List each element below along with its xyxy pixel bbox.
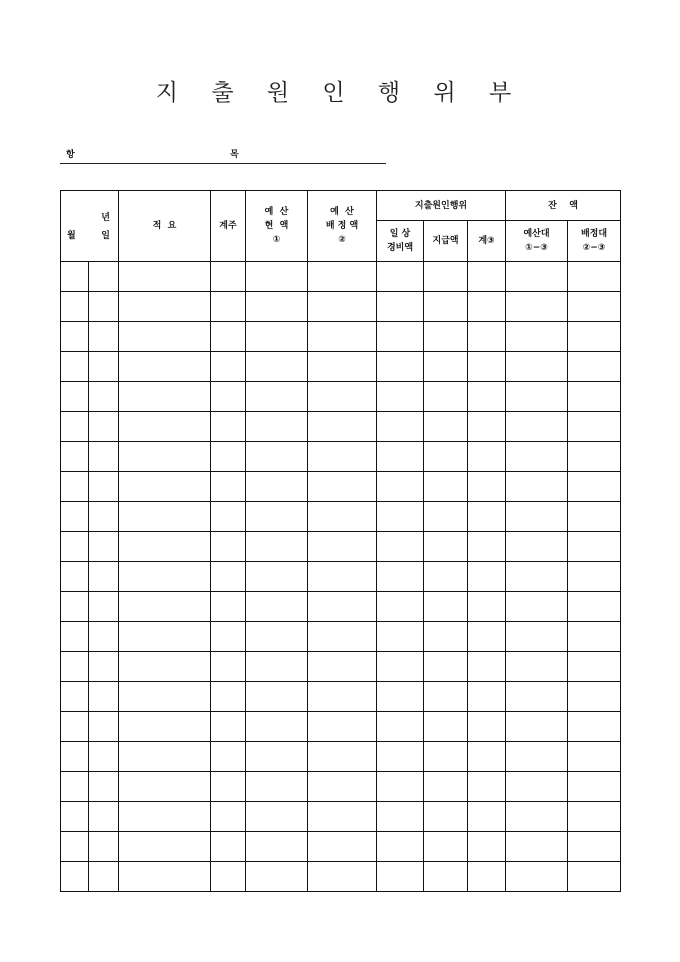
table-cell[interactable] xyxy=(308,772,377,802)
table-cell[interactable] xyxy=(506,862,568,892)
table-cell[interactable] xyxy=(424,412,468,442)
gyeju-header: 계주 xyxy=(211,191,246,262)
table-cell[interactable] xyxy=(568,412,621,442)
table-cell[interactable] xyxy=(468,502,506,532)
table-cell[interactable] xyxy=(211,862,246,892)
table-cell[interactable] xyxy=(61,742,89,772)
table-cell[interactable] xyxy=(308,592,377,622)
table-cell[interactable] xyxy=(119,712,211,742)
table-cell[interactable] xyxy=(119,682,211,712)
table-cell[interactable] xyxy=(246,292,308,322)
table-row xyxy=(61,802,621,832)
table-cell[interactable] xyxy=(119,442,211,472)
table-cell[interactable] xyxy=(468,472,506,502)
table-cell[interactable] xyxy=(61,412,89,442)
table-cell[interactable] xyxy=(119,412,211,442)
table-cell[interactable] xyxy=(308,412,377,442)
table-cell[interactable] xyxy=(568,802,621,832)
table-cell[interactable] xyxy=(89,832,119,862)
table-cell[interactable] xyxy=(246,742,308,772)
day-label: 일 xyxy=(101,231,110,241)
table-cell[interactable] xyxy=(89,772,119,802)
table-cell[interactable] xyxy=(89,352,119,382)
table-cell[interactable] xyxy=(89,592,119,622)
table-cell[interactable] xyxy=(211,292,246,322)
table-cell[interactable] xyxy=(61,322,89,352)
table-cell[interactable] xyxy=(506,352,568,382)
table-cell[interactable] xyxy=(89,382,119,412)
table-cell[interactable] xyxy=(61,592,89,622)
table-cell[interactable] xyxy=(119,592,211,622)
table-cell[interactable] xyxy=(211,502,246,532)
table-cell[interactable] xyxy=(424,262,468,292)
table-cell[interactable] xyxy=(211,832,246,862)
table-cell[interactable] xyxy=(506,412,568,442)
table-cell[interactable] xyxy=(119,802,211,832)
table-cell[interactable] xyxy=(424,682,468,712)
table-cell[interactable] xyxy=(211,562,246,592)
table-cell[interactable] xyxy=(424,802,468,832)
table-cell[interactable] xyxy=(61,502,89,532)
table-cell[interactable] xyxy=(506,682,568,712)
yesan-hyeonaek-header: 예 산 현 액 ① xyxy=(246,191,308,262)
table-cell[interactable] xyxy=(377,442,424,472)
jeokyo-header: 적 요 xyxy=(119,191,211,262)
table-cell[interactable] xyxy=(468,322,506,352)
date-header xyxy=(61,191,119,262)
table-cell[interactable] xyxy=(468,862,506,892)
table-cell[interactable] xyxy=(377,262,424,292)
table-cell[interactable] xyxy=(506,832,568,862)
table-cell[interactable] xyxy=(308,712,377,742)
table-cell[interactable] xyxy=(506,622,568,652)
table-cell[interactable] xyxy=(568,442,621,472)
yesan-baejeongaek-header: 예 산 배 정 액 ② xyxy=(308,191,377,262)
table-cell[interactable] xyxy=(468,352,506,382)
table-cell[interactable] xyxy=(468,292,506,322)
table-cell[interactable] xyxy=(568,352,621,382)
table-cell[interactable] xyxy=(61,472,89,502)
table-cell[interactable] xyxy=(424,562,468,592)
yesan-dae-header: 예산대 ①−③ xyxy=(506,221,568,262)
table-cell[interactable] xyxy=(468,532,506,562)
table-row xyxy=(61,652,621,682)
table-row xyxy=(61,472,621,502)
table-cell[interactable] xyxy=(119,502,211,532)
table-cell[interactable] xyxy=(119,472,211,502)
table-cell[interactable] xyxy=(468,382,506,412)
table-cell[interactable] xyxy=(246,442,308,472)
table-row xyxy=(61,772,621,802)
table-cell[interactable] xyxy=(89,292,119,322)
table-cell[interactable] xyxy=(506,712,568,742)
table-cell[interactable] xyxy=(89,742,119,772)
table-cell[interactable] xyxy=(468,832,506,862)
table-row xyxy=(61,622,621,652)
table-cell[interactable] xyxy=(246,862,308,892)
table-cell[interactable] xyxy=(119,742,211,772)
table-row xyxy=(61,832,621,862)
table-cell[interactable] xyxy=(211,532,246,562)
table-cell[interactable] xyxy=(377,862,424,892)
table-cell[interactable] xyxy=(506,742,568,772)
table-cell[interactable] xyxy=(61,832,89,862)
table-cell[interactable] xyxy=(211,322,246,352)
table-cell[interactable] xyxy=(246,502,308,532)
table-cell[interactable] xyxy=(468,652,506,682)
table-cell[interactable] xyxy=(246,532,308,562)
table-cell[interactable] xyxy=(119,652,211,682)
table-cell[interactable] xyxy=(377,682,424,712)
table-cell[interactable] xyxy=(568,592,621,622)
table-cell[interactable] xyxy=(308,292,377,322)
table-row xyxy=(61,352,621,382)
table-cell[interactable] xyxy=(506,322,568,352)
table-cell[interactable] xyxy=(119,832,211,862)
table-cell[interactable] xyxy=(424,862,468,892)
ledger-table xyxy=(60,190,621,892)
table-cell[interactable] xyxy=(119,352,211,382)
table-row xyxy=(61,862,621,892)
table-cell[interactable] xyxy=(568,832,621,862)
jigeupaek-header: 지급액 xyxy=(424,221,468,262)
table-cell[interactable] xyxy=(468,442,506,472)
table-cell[interactable] xyxy=(211,442,246,472)
table-cell[interactable] xyxy=(424,532,468,562)
table-cell[interactable] xyxy=(424,832,468,862)
table-cell[interactable] xyxy=(89,652,119,682)
table-cell[interactable] xyxy=(568,382,621,412)
table-cell[interactable] xyxy=(468,772,506,802)
table-cell[interactable] xyxy=(308,622,377,652)
table-cell[interactable] xyxy=(377,562,424,592)
table-cell[interactable] xyxy=(246,352,308,382)
table-cell[interactable] xyxy=(308,832,377,862)
table-cell[interactable] xyxy=(468,682,506,712)
table-cell[interactable] xyxy=(61,802,89,832)
month-label: 월 xyxy=(67,231,76,241)
gye3-header: 계③ xyxy=(468,221,506,262)
table-cell[interactable] xyxy=(424,652,468,682)
table-cell[interactable] xyxy=(61,862,89,892)
table-cell[interactable] xyxy=(89,412,119,442)
table-cell[interactable] xyxy=(424,472,468,502)
table-cell[interactable] xyxy=(308,802,377,832)
table-cell[interactable] xyxy=(89,322,119,352)
table-cell[interactable] xyxy=(119,772,211,802)
table-cell[interactable] xyxy=(246,562,308,592)
table-cell[interactable] xyxy=(119,532,211,562)
table-row xyxy=(61,532,621,562)
table-cell[interactable] xyxy=(308,382,377,412)
table-cell[interactable] xyxy=(89,802,119,832)
table-cell[interactable] xyxy=(211,652,246,682)
table-cell[interactable] xyxy=(568,772,621,802)
table-cell[interactable] xyxy=(377,772,424,802)
table-cell[interactable] xyxy=(211,772,246,802)
table-cell[interactable] xyxy=(424,442,468,472)
table-cell[interactable] xyxy=(211,262,246,292)
table-cell[interactable] xyxy=(506,532,568,562)
table-cell[interactable] xyxy=(89,712,119,742)
table-cell[interactable] xyxy=(568,682,621,712)
table-cell[interactable] xyxy=(119,562,211,592)
table-cell[interactable] xyxy=(246,382,308,412)
table-cell[interactable] xyxy=(89,562,119,592)
table-row xyxy=(61,262,621,292)
table-cell[interactable] xyxy=(568,322,621,352)
table-cell[interactable] xyxy=(468,262,506,292)
table-cell[interactable] xyxy=(61,682,89,712)
table-row xyxy=(61,442,621,472)
table-cell[interactable] xyxy=(377,502,424,532)
table-cell[interactable] xyxy=(211,382,246,412)
table-cell[interactable] xyxy=(424,772,468,802)
table-cell[interactable] xyxy=(308,262,377,292)
table-cell[interactable] xyxy=(308,352,377,382)
table-cell[interactable] xyxy=(468,622,506,652)
table-cell[interactable] xyxy=(211,592,246,622)
table-cell[interactable] xyxy=(308,562,377,592)
table-cell[interactable] xyxy=(506,592,568,622)
table-cell[interactable] xyxy=(246,472,308,502)
table-cell[interactable] xyxy=(308,742,377,772)
table-cell[interactable] xyxy=(506,502,568,532)
table-row xyxy=(61,412,621,442)
table-cell[interactable] xyxy=(89,502,119,532)
table-cell[interactable] xyxy=(568,292,621,322)
table-cell[interactable] xyxy=(377,742,424,772)
table-cell[interactable] xyxy=(506,562,568,592)
table-cell[interactable] xyxy=(89,472,119,502)
table-cell[interactable] xyxy=(308,652,377,682)
table-cell[interactable] xyxy=(61,442,89,472)
table-cell[interactable] xyxy=(211,712,246,742)
table-cell[interactable] xyxy=(377,652,424,682)
ledger-body xyxy=(61,262,621,892)
table-cell[interactable] xyxy=(468,802,506,832)
table-cell[interactable] xyxy=(568,622,621,652)
table-cell[interactable] xyxy=(61,562,89,592)
table-row xyxy=(61,712,621,742)
table-cell[interactable] xyxy=(246,802,308,832)
jichul-group-header: 지출원인행위 xyxy=(377,191,506,221)
table-cell[interactable] xyxy=(377,292,424,322)
table-cell[interactable] xyxy=(308,682,377,712)
table-cell[interactable] xyxy=(308,502,377,532)
table-cell[interactable] xyxy=(424,352,468,382)
table-cell[interactable] xyxy=(424,712,468,742)
table-row xyxy=(61,682,621,712)
table-cell[interactable] xyxy=(89,862,119,892)
table-cell[interactable] xyxy=(246,712,308,742)
table-cell[interactable] xyxy=(468,712,506,742)
table-cell[interactable] xyxy=(568,742,621,772)
table-cell[interactable] xyxy=(424,292,468,322)
table-cell[interactable] xyxy=(61,292,89,322)
table-cell[interactable] xyxy=(468,562,506,592)
table-row xyxy=(61,592,621,622)
table-cell[interactable] xyxy=(61,352,89,382)
table-cell[interactable] xyxy=(468,592,506,622)
table-cell[interactable] xyxy=(89,262,119,292)
table-cell[interactable] xyxy=(568,652,621,682)
table-cell[interactable] xyxy=(246,772,308,802)
table-cell[interactable] xyxy=(377,352,424,382)
table-cell[interactable] xyxy=(119,382,211,412)
table-cell[interactable] xyxy=(61,622,89,652)
ilsang-gyeongbiaek-header: 일 상 경비액 xyxy=(377,221,424,262)
table-cell[interactable] xyxy=(89,532,119,562)
year-label: 년 xyxy=(101,213,110,223)
table-cell[interactable] xyxy=(246,322,308,352)
table-cell[interactable] xyxy=(211,352,246,382)
table-cell[interactable] xyxy=(246,682,308,712)
table-cell[interactable] xyxy=(424,742,468,772)
table-cell[interactable] xyxy=(61,262,89,292)
table-cell[interactable] xyxy=(308,532,377,562)
table-cell[interactable] xyxy=(424,502,468,532)
table-cell[interactable] xyxy=(568,472,621,502)
table-cell[interactable] xyxy=(119,292,211,322)
table-row xyxy=(61,292,621,322)
table-cell[interactable] xyxy=(89,622,119,652)
table-cell[interactable] xyxy=(424,592,468,622)
table-cell[interactable] xyxy=(506,262,568,292)
table-cell[interactable] xyxy=(468,742,506,772)
table-cell[interactable] xyxy=(377,532,424,562)
table-cell[interactable] xyxy=(377,382,424,412)
hang-mok-line xyxy=(60,145,386,164)
table-cell[interactable] xyxy=(246,592,308,622)
table-cell[interactable] xyxy=(246,652,308,682)
table-cell[interactable] xyxy=(506,802,568,832)
table-cell[interactable] xyxy=(468,412,506,442)
table-cell[interactable] xyxy=(211,412,246,442)
table-row xyxy=(61,562,621,592)
table-cell[interactable] xyxy=(89,442,119,472)
table-row xyxy=(61,742,621,772)
table-cell[interactable] xyxy=(308,322,377,352)
table-cell[interactable] xyxy=(506,382,568,412)
table-cell[interactable] xyxy=(211,622,246,652)
table-cell[interactable] xyxy=(377,472,424,502)
table-cell[interactable] xyxy=(377,622,424,652)
table-cell[interactable] xyxy=(424,322,468,352)
hang-label: 항 xyxy=(66,150,75,160)
table-cell[interactable] xyxy=(377,712,424,742)
table-cell[interactable] xyxy=(61,652,89,682)
table-cell[interactable] xyxy=(246,262,308,292)
table-cell[interactable] xyxy=(506,472,568,502)
table-cell[interactable] xyxy=(211,682,246,712)
table-cell[interactable] xyxy=(377,832,424,862)
table-cell[interactable] xyxy=(89,682,119,712)
table-cell[interactable] xyxy=(568,862,621,892)
table-cell[interactable] xyxy=(568,712,621,742)
page-title: 지 출 원 인 행 위 부 xyxy=(155,80,525,106)
table-cell[interactable] xyxy=(506,292,568,322)
table-cell[interactable] xyxy=(61,772,89,802)
table-cell[interactable] xyxy=(211,742,246,772)
table-cell[interactable] xyxy=(246,622,308,652)
table-cell[interactable] xyxy=(308,472,377,502)
table-cell[interactable] xyxy=(506,772,568,802)
table-cell[interactable] xyxy=(119,862,211,892)
table-cell[interactable] xyxy=(211,472,246,502)
table-cell[interactable] xyxy=(568,562,621,592)
table-row xyxy=(61,382,621,412)
table-cell[interactable] xyxy=(568,532,621,562)
baejeong-dae-header: 배정대 ②−③ xyxy=(568,221,621,262)
table-cell[interactable] xyxy=(61,532,89,562)
table-cell[interactable] xyxy=(61,382,89,412)
table-cell[interactable] xyxy=(568,502,621,532)
table-cell[interactable] xyxy=(308,442,377,472)
table-cell[interactable] xyxy=(568,262,621,292)
table-cell[interactable] xyxy=(377,412,424,442)
table-cell[interactable] xyxy=(308,862,377,892)
table-cell[interactable] xyxy=(377,322,424,352)
table-cell[interactable] xyxy=(424,382,468,412)
table-cell[interactable] xyxy=(61,712,89,742)
table-cell[interactable] xyxy=(377,592,424,622)
table-cell[interactable] xyxy=(506,442,568,472)
table-cell[interactable] xyxy=(506,652,568,682)
table-cell[interactable] xyxy=(211,802,246,832)
table-cell[interactable] xyxy=(424,622,468,652)
table-row xyxy=(61,502,621,532)
table-cell[interactable] xyxy=(246,832,308,862)
jaaek-group-header: 잔 액 xyxy=(506,191,621,221)
table-cell[interactable] xyxy=(377,802,424,832)
table-row xyxy=(61,322,621,352)
table-cell[interactable] xyxy=(246,412,308,442)
table-cell[interactable] xyxy=(119,262,211,292)
mok-label: 목 xyxy=(230,150,239,160)
table-cell[interactable] xyxy=(119,322,211,352)
table-cell[interactable] xyxy=(119,622,211,652)
